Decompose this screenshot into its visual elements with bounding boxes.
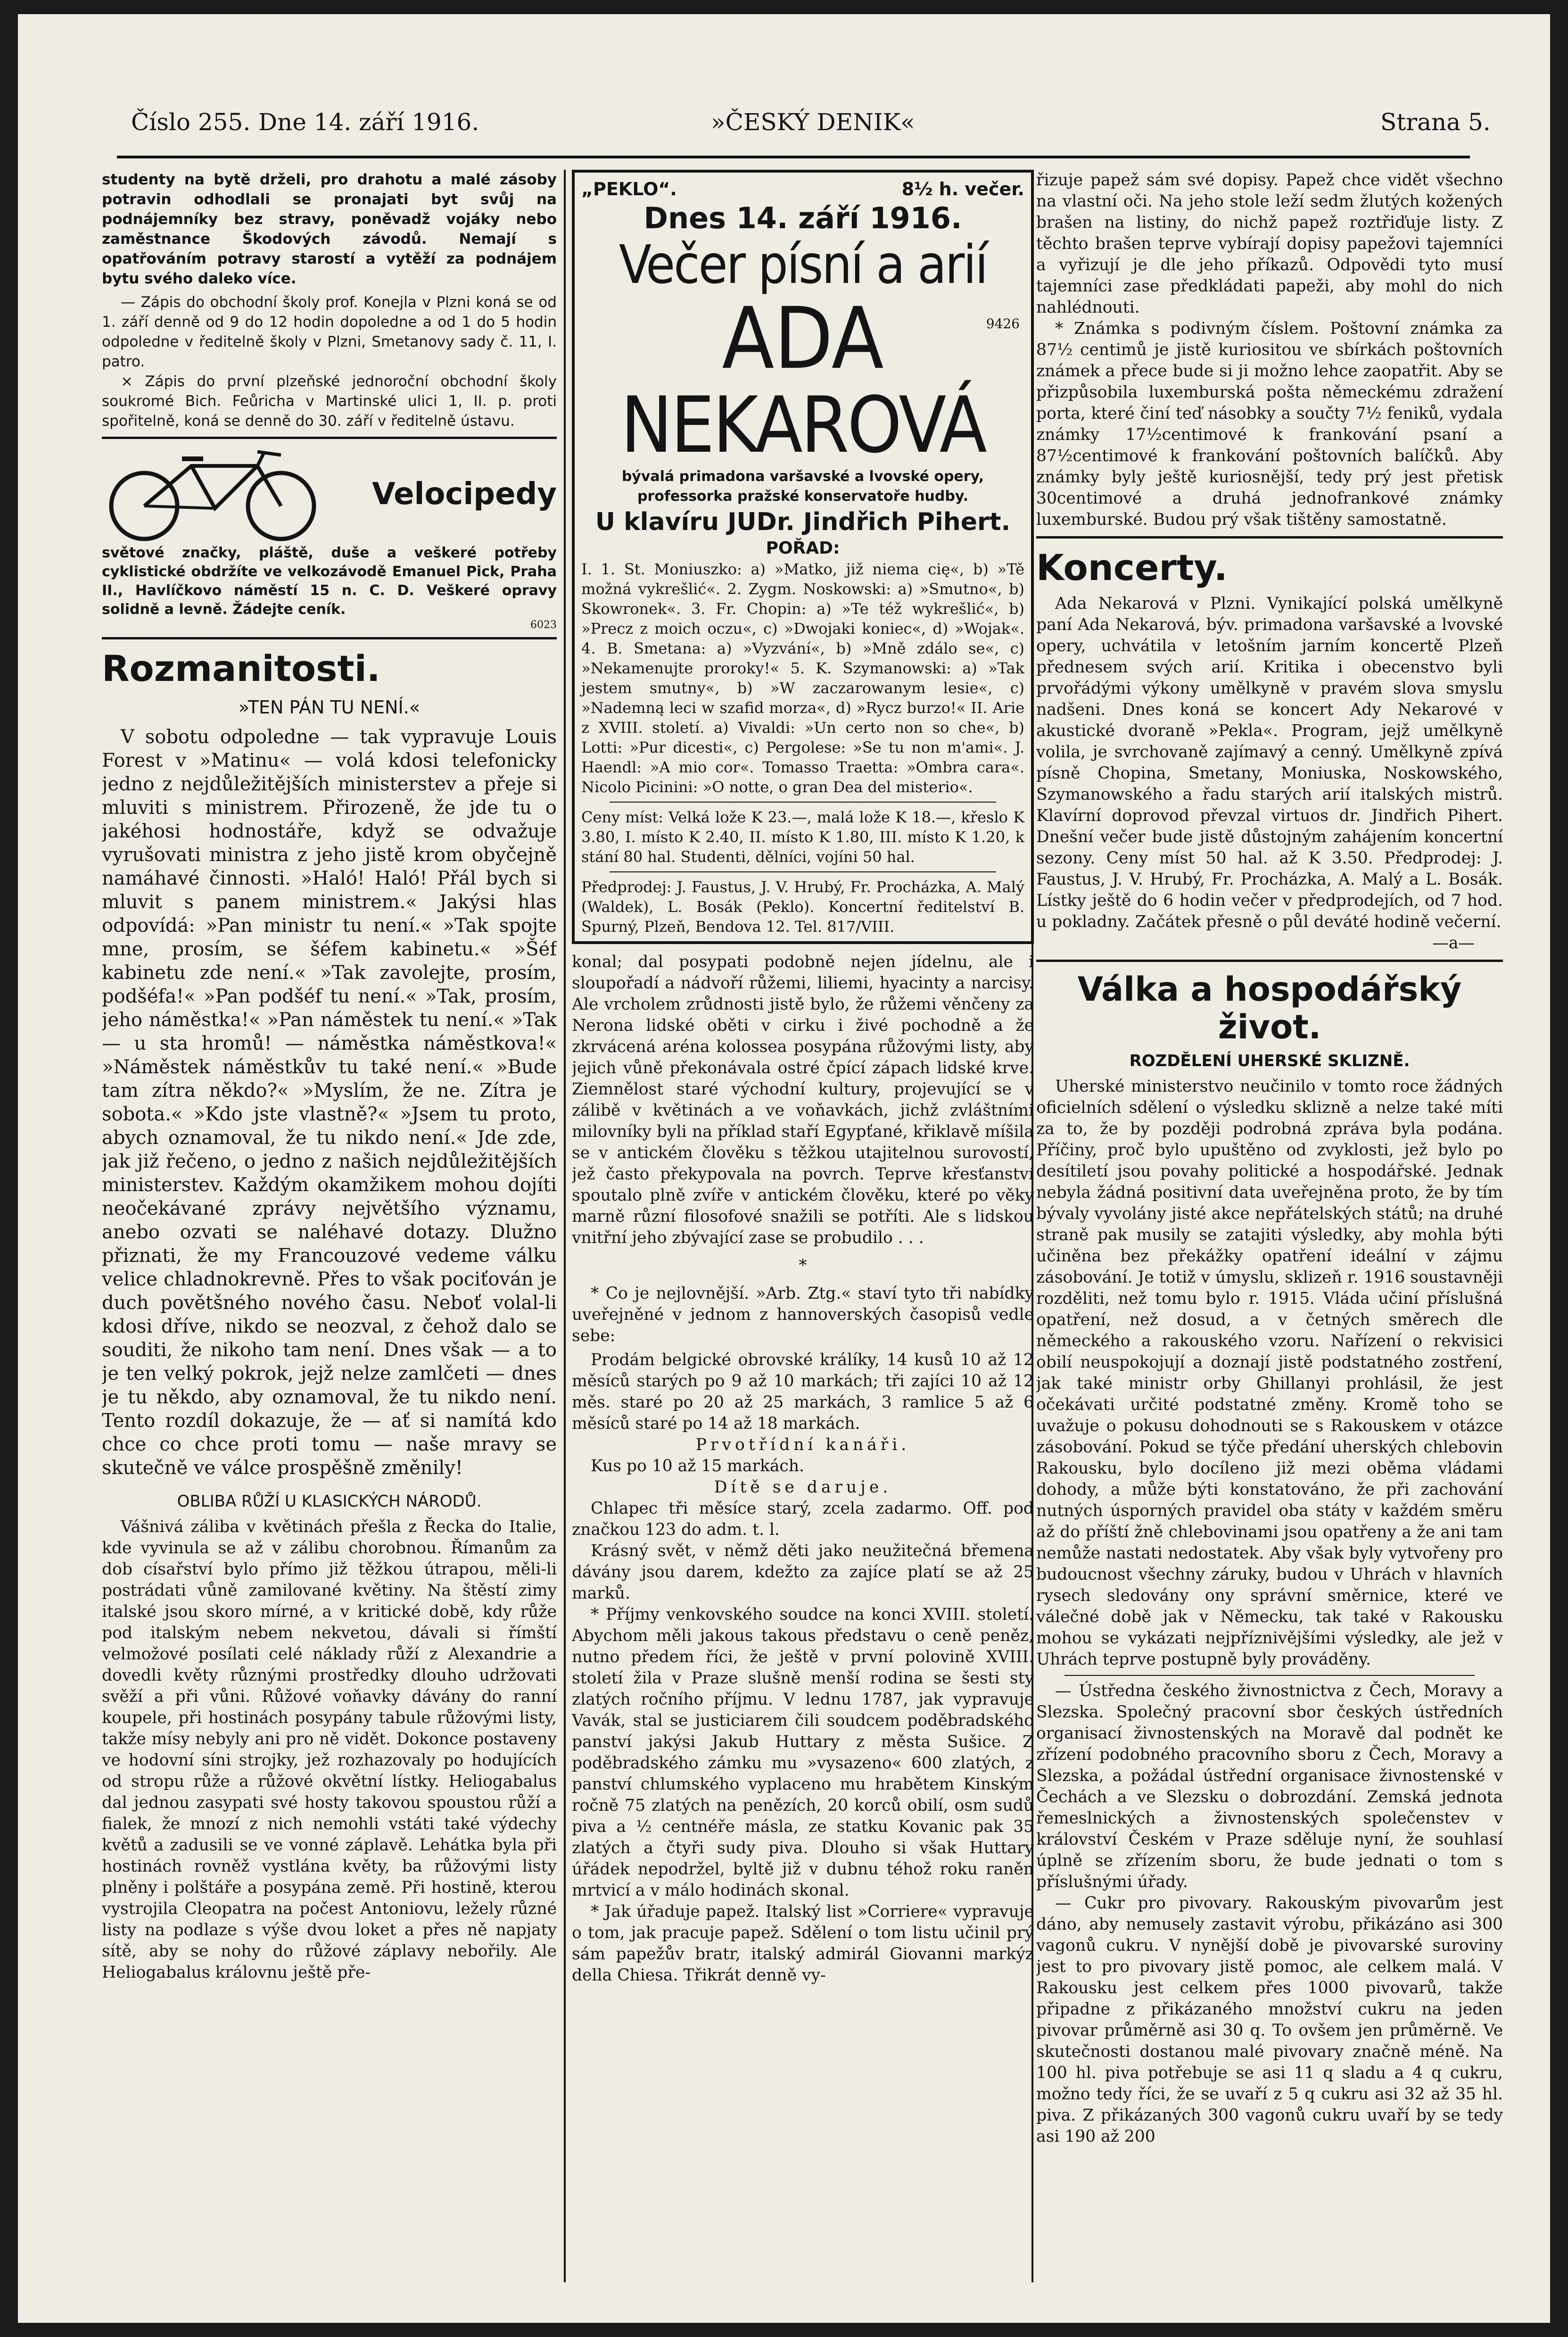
column-2	[572, 170, 1034, 2292]
ad-name-block	[581, 290, 1024, 388]
bike-ad-header	[102, 445, 557, 544]
asterisk-divider: *	[799, 1256, 807, 1275]
ad-quote-dite-title: Dítě se daruje.	[714, 1478, 892, 1497]
article-title-obliba-ruzi: OBLIBA RŮŽÍ U KLASICKÝCH NÁRODŮ.	[177, 1492, 482, 1511]
ad-velocipedy	[102, 445, 557, 631]
divider	[102, 637, 557, 639]
ad-quote-kraliky: Prodám belgické obrovské králíky, 14 kusů 10 až 12 měsíců starých po 9 až 10 markách; tři zajíci 10 až 12 měs. staré po 20 až 25 markách, 3 ramlice 5 až 6 měsíců staré po 14 až 18 markách.	[572, 1351, 1034, 1433]
ad-date: Dnes 14. září 1916.	[644, 201, 962, 235]
concert-advertisement	[572, 170, 1034, 944]
article-rozdeleni-sklizne: Uherské ministerstvo neučinilo v tomto roce žádných oficielních sdělení o výsledku sklizně a nelze také míti za to, že by později podrobná zpráva byla podána. Příčiny, proč bylo upuštěno od zvyklosti, jež bylo po desítiletí jsou povahy politické a hospodářské. Jednak nebyla žádná positivní data uveřejněna proto, že by tím bývaly vyvolány jisté akce nepřátelských států; na druhé straně pak musily se zatajiti výsledky, aby mohla býti učiněna bez překážky opatření ideální v zájmu zásobování. Je totiž v úmyslu, sklizeň r. 1916 soustavněji rozděliti, než tomu bylo r. 1915. Vláda učiní příslušná opatření, než dosud, a v četných směrech dle německého a rakouského vzoru. Nařízení o rekvisici obilí neuspokojují a doznají jistě podstatného zostření, jak také ministr orby Ghillanyi prohlásil, že jest očekávati určité podstatné změny. Kromě toho se uvažuje o pokusu dohodnouti se s Rakouskem v otázce zásobování. Pokud se týče předání uherských chlebovin Rakousku, bylo docíleno již mezi oběma vládami dohody, a může býti konstatováno, že při zachování nutných úsporných pravidel oba státy v každém směru až do příští žně chlebovinami jsou opatřeny a že ani tam nemůže nastati nedostatek. Aby však byly vytvořeny pro budoucnost všechny záruky, budou v Uhrách v hlavních rysech sledovány ony správní směrnice, které ve válečné době jak v Německu, tak také v Rakousku mohou se vykázati nejpříznivějšími výsledky, ale jež v Uhrách teprve postupně byly prováděny.	[1036, 1077, 1503, 1669]
divider	[1065, 1675, 1475, 1676]
ad-divider	[610, 802, 996, 803]
section-title-koncerty: Koncerty.	[1036, 547, 1228, 588]
issue-date: Dne 14. září 1916.	[258, 108, 479, 136]
ad-quote-dite: Chlapec tři měsíce starý, zcela zadarmo. Off. pod značkou 123 do adm. t. l.	[572, 1499, 1034, 1539]
divider	[1036, 536, 1503, 539]
article-signature: —a—	[1432, 934, 1475, 953]
ad-prices: Ceny míst: Velká lože K 23.—, malá lože K 18.—, křeslo K 3.80, I. místo K 2.40, II. místo K 1.80, III. místo K 1.20, k stání 80 hal. Studenti, dělníci, vojíni 50 hal.	[581, 808, 1024, 866]
section-title-rozmanitosti: Rozmanitosti.	[102, 647, 380, 689]
column-rule	[564, 170, 566, 2282]
page-header	[117, 108, 1491, 151]
ad-program: I. 1. St. Moniuszko: a) »Matko, již niema cię«, b) »Tě možná vykrešlić«. 2. Zygm. Noskowski: a) »Smutno«, b) Skowronek«. 3. Fr. Chopin: a) »Te též wykrešlić«, b) »Precz z moich oczu«, c) »Dwojaki koniec«, d) »Wojak«. 4. B. Smetana: a) »Vyzvání«, b) »Mně zdálo se«, c) »Nekamenujte proroky!« 5. K. Szymanowski: a) »Tak jestem smutny«, b) »W zaczarowanym lesie«, c) »Nademną leci w szafid morza«, d) »Rycz burzo!« II. Arie z XVIII. století. a) Vivaldi: »Un certo non so che«, b) Lotti: »Pur dicesti«, c) Pergolese: »Se tu non m'ami«. J. Haendl: »A mio cor«. Tomasso Traetta: »Ombra cara«. Nicolo Picinini: »O notte, o gran Dea del misterio«.	[581, 560, 1024, 796]
ad-subtitle-1: bývalá primadona varšavské a lvovské opery,	[621, 468, 984, 485]
article-ustredna-zivnostnictva: — Ústředna českého živnostnictva z Čech, Moravy a Slezska. Společný pracovní sbor českých ústředních organisací živnostenských na Moravě dal podnět ke zřízení podobného pracovního sboru z Čech, Moravy a Slezska, a požádal ústřední organisace živnostenské v Čechách a ve Slezsku o dobrozdání. Zemská jednota řemeslnických a živnostenských společenstev v království Českém v Praze sděluje nyní, že souhlasí úplně se zřízením sboru, že bude jednati o tom s příslušnými úřady.	[1036, 1682, 1503, 1891]
issue-number: Číslo 255.	[131, 108, 251, 136]
article-students: studenty na bytě drželi, pro drahotu a malé zásoby potravin odhodlali se pronajati byt svůj na podnájemníky bez stravy, poněvadž vojáky nebo zaměstnance Škodových závodů. Nemají s opatřováním potravy starostí a vytěží za podnájem bytu svého daleko více.	[102, 171, 557, 287]
article-co-je-nejlovnejsi: * Co je nejlovnější. »Arb. Ztg.« staví tyto tři nabídky uveřejněné v jednom z hannoverských časopisů vedle sebe:	[572, 1284, 1034, 1345]
ad-code: 9426	[986, 316, 1020, 331]
header-rule	[117, 156, 1470, 158]
divider	[102, 437, 557, 439]
article-papez-continued: řizuje papež sám své dopisy. Papež chce vidět všechno na vlastní oči. Na jeho stole leží sedm žlutých kožených brašen na listiny, do nichž papež roztřiďuje listy. Z těchto brašen teprve vybírají dopisy papežovi tajemníci a vyřizují je dle jeho příkazů. Odpovědi tyto musí tajemníci zase předkládati papeži, aby mohl do nich nahlédnouti.	[1036, 171, 1503, 317]
section-title-valka: Válka a hospodářský život.	[1077, 970, 1462, 1046]
notice-feurich-school: × Zápis do první plzeňské jednoroční obchodní školy soukromé Bich. Feůricha v Martinské ulici 1, II. p. proti spořitelně, koná se denně do 30. září v ředitelně ústavu.	[102, 373, 557, 430]
newspaper-page	[18, 14, 1550, 2323]
ad-presale: Předprodej: J. Faustus, J. V. Hrubý, Fr. Procházka, A. Malý (Waldek), L. Bosák (Peklo). Koncertní ředitelství B. Spurný, Plzeň, Bendova 12. Tel. 817/VIII.	[581, 878, 1024, 936]
column-3	[1036, 170, 1503, 2292]
page-number: Strana 5.	[1380, 108, 1491, 136]
article-jak-uraduje-papez: * Jak úřaduje papež. Italský list »Corriere« vypravuje o tom, jak pracuje papež. Sdělení o tom listu učinil prý sám papežův bratr, italský admirál Giovanni markýz della Chiesa. Třikrát denně vy-	[572, 1902, 1034, 1985]
article-cukr-pivovary: — Cukr pro pivovary. Rakouským pivovarům jest dáno, aby nemusely zastavit výrobu, přikázáno asi 300 vagonů cukru. V nynější době je pivovarské suroviny jest to pro pivovary jistě pomoc, ale celkem malá. V Rakousku jest celkem přes 1000 pivovarů, takže připadne z přikázaného množství cukru na jeden pivovar průměrně asi 30 q. To ovšem jen průměrně. Ve skutečnosti dostanou malé pivovary značně méně. Na 100 hl. piva potřebuje se asi 11 q sladu a 4 q cukru, možno tedy říci, že se uvaří z 5 q cukru asi 32 až 35 hl. piva. Z přikázaných 300 vagonů cukru uvaří by se tedy asi 190 až 200	[1036, 1894, 1503, 2146]
article-krasny-svet: Krásný svět, v němž děti jako neužitečná břemena dávány jsou darem, kdežto za zajíce platí se až 25 marků.	[572, 1541, 1034, 1603]
ad-subtitle-2: professorka pražské konservatoře hudby.	[637, 488, 969, 505]
ad-divider	[610, 871, 996, 872]
ad-artist-name-1: ADA	[722, 290, 884, 388]
ad-time: 8½ h. večer.	[901, 179, 1024, 199]
article-obliba-ruzi-text: Vášnivá záliba v květinách přešla z Řecka do Italie, kde vyvinula se až v zálibu chorobnou. Římanům za dob císařství bylo přímo již těžkou útrapou, měli-li postrádati vůně zamilované květiny. Na štěstí zimy italské jsou skoro mírné, a v kritické době, kdy růže pod italským nebem nekvetou, dávali si římští velmožové posílati celé náklady růží z Alexandrie a dovedli květy různými prostředky dlouho udržovati svěží a při vůni. Růžové voňavky dávány do ranní koupele, při hostinách posypány tabule růžovými listy, takže mísy nebyly ani pro ně vidět. Dokonce postaveny ve hodovní síni strojky, jež rozhazovaly po hodujících od stropu růže a růžové okvětní lístky. Heliogabalus dal jednou zasypati své hosty takovou spoustou růží a fialek, že mnozí z nich nemohli vstáti také výdechy květů a zadusili se ve vonné záplavě. Lehátka byla při hostinách rovněž vystlána květy, ba růžovými listy plněny i polštáře a posypána země. Při hostině, kterou vystrojila Cleopatra na počest Antoniovu, ležely různé listy na podlaze s výše dvou loket a přes ně napjaty sítě, aby se nohy do růžové záplavy nebořily. Ale Heliogabalus královnu ještě pře-	[102, 1517, 557, 1982]
article-ten-pan-text: V sobotu odpoledne — tak vypravuje Louis Forest v »Matinu« — volá kdosi telefonicky jedno z nejdůležitějších ministerstev a přeje si mluviti s ministrem. Přirozeně, že jde tu o jakéhosi hodnostáře, když se odvažuje vyrušovati ministra z jeho jistě krom obyčejně namáhavé činnosti. »Haló! Haló! Přál bych si mluvit s panem ministrem.« Jakýsi hlas odpovídá: »Pan ministr tu není.« »Tak spojte mne, prosím, se šéfem kabinetu.« »Šéf kabinetu zde není.« »Tak zavolejte, prosím, podšéfa!« »Pan podšéf tu není.« »Tak, prosím, jeho náměstka!« »Pan náměstek tu není.« »Tak — u sta hromů! — náměstka náměstkova!« »Náměstek náměstkův tu také není.« »Bude tam zítra někdo?« »Myslím, že ne. Zítra je sobota.« »Kdo jste vlastně?« »Jsem tu proto, abych oznamoval, že tu nikdo není.« Jde zde, jak již řečeno, o jedno z našich nejdůležitějších ministerstev. Každým okamžikem mohou dojíti neočekávané zprávy největšího významu, anebo ozvati se naléhavé dotazy. Dlužno přiznati, že my Francouzové vedeme válku velice chladnokrevně. Přes to však pociťován je duch povětšného nového času. Neboť volal-li kdosi dříve, nikdo se neozval, z čehož dalo se souditi, že nikoho tam není. Dnes však — a to je ten velký pokrok, jejž nelze zamlčeti — dnes je tu někdo, aby oznamoval, že tu nikdo není. Tento rozdíl dokazuje, že — ať si namítá kdo chce co chce proti tomu — naše mravy se skutečně ve válce prospěšně změnily!	[102, 726, 557, 1479]
bike-ad-text: světové značky, pláště, duše a veškeré potřeby cyklistické obdržíte ve velkozávodě Emanuel Pick, Praha II., Havlíčkovo náměstí 15 n. C. D. Veškeré opravy solidně a levně. Žádejte ceník.	[102, 545, 557, 618]
ad-artist-name-2: NEKAROVÁ	[620, 380, 985, 470]
ad-program-heading: POŘAD:	[766, 539, 840, 558]
ad-title: Večer písní a arií	[619, 234, 987, 296]
article-title-ten-pan: »TEN PÁN TU NENÍ.«	[239, 697, 420, 718]
ad-venue-line	[581, 177, 1024, 201]
newspaper-name: »ČESKÝ DENIK«	[711, 108, 915, 136]
article-title-rozdeleni: ROZDĚLENÍ UHERSKÉ SKLIZNĚ.	[1129, 1052, 1410, 1070]
bicycle-icon	[102, 445, 323, 544]
article-znamka: * Známka s podivným číslem. Poštovní známka za 87½ centimů je jistě kuriositou ve sbírkách poštovních známek a přece bude si ji možno lehce zaopatřit. Aby se přizpůsobila luxemburská pošta německému zdražení porta, které činí teď násobky a součty 7½ feniků, vydala známky 17½centimové k frankování psaní a 87½centimové k frankování poštovních balíčků. Aby známky byly ještě kuriosnější, tedy prý jest přetisk 30centimové a druhá jednofrankové známky luxemburské. Budou prý však tištěny samostatně.	[1036, 319, 1503, 529]
ad-quote-kanari-title: Prvotřídní kanáři.	[695, 1435, 910, 1454]
article-obliba-ruzi-continued: konal; dal posypati podobně nejen jídelnu, ale i sloupořadí a nádvoří růžemi, liliemi, hyacinty a narcisy. Ale vrcholem zrůdnosti jistě bylo, že růžemi věnčeny za Nerona lidské oběti v cirku i živé pochodně a že zkrvácená aréna kolossea posypána růžovými listy, aby jejich vůně překonávala ostré čpící zápach lidské krve. Ziemnělost staré východní kultury, projevující se v zálibě v květinách a ve voňavkách, jichž zvláštními milovníky byli na příklad staří Egypťané, křiklavě míšila se v antickém člověku s těžkou utajitelnou surovostí, jež často překypovala na povrch. Teprve křesťanství spoutalo plně zvíře v antickém člověku, které po věky marně různí filosofové snažili se potříti. Ale s lidskou vnitřní jeho zbývající zase se probudilo . . .	[572, 953, 1034, 1247]
article-koncert-nekarova: Ada Nekarová v Plzni. Vynikající polská umělkyně paní Ada Nekarová, býv. primadona varšavské a lvovské opery, uchvátila v letošním jarním koncertě Plzeň přednesem svých arií. Kritika i obecenstvo byli prvořádými výkony umělkyně v pravém slova smyslu nadšeni. Dnes koná se koncert Ady Nekarové v akustické dvoraně »Pekla«. Program, jejž umělkyně volila, je svrchovaně zajímavý a cenný. Umělkyně zpívá písně Chopina, Smetany, Moniuska, Noskowského, Szymanowského a řadu starých arií italských mistrů. Klavírní doprovod převzal virtuos dr. Jindřich Pihert. Dnešní večer bude jistě důstojným zahájením koncertní sezony. Ceny míst 50 hal. až K 3.50. Předprodej: J. Faustus, J. V. Hrubý, Fr. Procházka, A. Malý a L. Bosák. Lístky ještě do 6 hodin večer v předprodejích, od 7 hod. u pokladny. Začátek přesně o půl deváté hodině večerní.	[1036, 594, 1503, 931]
notice-konejl-school: — Zápis do obchodní školy prof. Konejla v Plzni koná se od 1. září denně od 9 do 12 hodin dopoledne a od 1 do 5 hodin odpoledne v ředitelně školy v Plzni, Smetanovy sady č. 11, I. patro.	[102, 294, 557, 370]
column-1	[102, 170, 557, 2292]
article-prijmy-soudce: * Příjmy venkovského soudce na konci XVIII. století. Abychom měli jakous takous představu o ceně peněz, nutno předem říci, že ještě v první polovině XVIII. století žila v Praze slušně menší rodina se šesti sty zlatých ročního příjmu. V lednu 1787, jak vypravuje Vavák, stal se justiciarem čili soudcem poděbradského panství jakýsi Jakub Huttary z města Sušice. Z poděbradského zámku mu »vysazeno« 600 zlatých, z panství chlumského vyplaceno mu hrabětem Kinským ročně 75 zlatých na penězích, 20 korců obilí, osm sudů piva a ½ centnéře másla, ze statku Kovanic pak 35 zlatých a čtyři sudy piva. Dlouho si však Huttary úřádek nepodržel, byltě již v dubnu téhož roku raněn mrtvicí a v málo hodinách skonal.	[572, 1605, 1034, 1900]
divider	[1036, 960, 1503, 962]
bike-ad-code: 6023	[530, 619, 557, 631]
ad-venue: „PEKLO“.	[581, 179, 677, 199]
ad-piano: U klavíru JUDr. Jindřich Pihert.	[595, 508, 1011, 536]
ad-quote-kanari: Kus po 10 až 15 markách.	[591, 1457, 804, 1475]
bike-ad-title: Velocipedy	[372, 477, 557, 512]
